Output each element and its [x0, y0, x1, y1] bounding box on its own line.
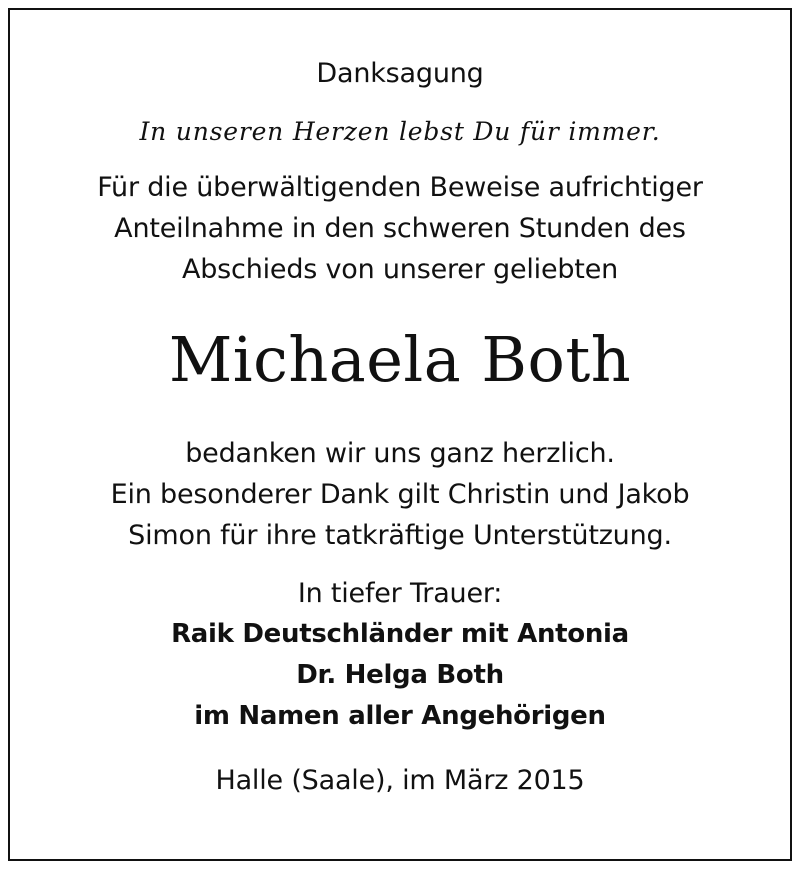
mourning-label: In tiefer Trauer:	[297, 578, 503, 609]
mourner-line-1: Raik Deutschländer mit Antonia	[171, 619, 629, 649]
motto-line: In unseren Herzen lebst Du für immer.	[139, 117, 661, 146]
deceased-name: Michaela Both	[168, 323, 632, 396]
mourner-line-2: Dr. Helga Both	[296, 660, 504, 690]
thanks-line-2: Ein besonderer Dank gilt Christin und Jakob	[110, 479, 690, 510]
thanks-line-3: Simon für ihre tatkräftige Unterstützung.	[128, 520, 672, 551]
intro-line-1: Für die überwältigenden Beweise aufrichtiger	[97, 172, 703, 203]
mourner-line-3: im Namen aller Angehörigen	[194, 701, 606, 731]
thanks-line-1: bedanken wir uns ganz herzlich.	[185, 438, 615, 469]
notice-heading: Danksagung	[316, 58, 484, 89]
intro-line-3: Abschieds von unserer geliebten	[181, 254, 619, 285]
place-date: Halle (Saale), im März 2015	[215, 765, 585, 796]
intro-line-2: Anteilnahme in den schweren Stunden des	[114, 213, 686, 244]
